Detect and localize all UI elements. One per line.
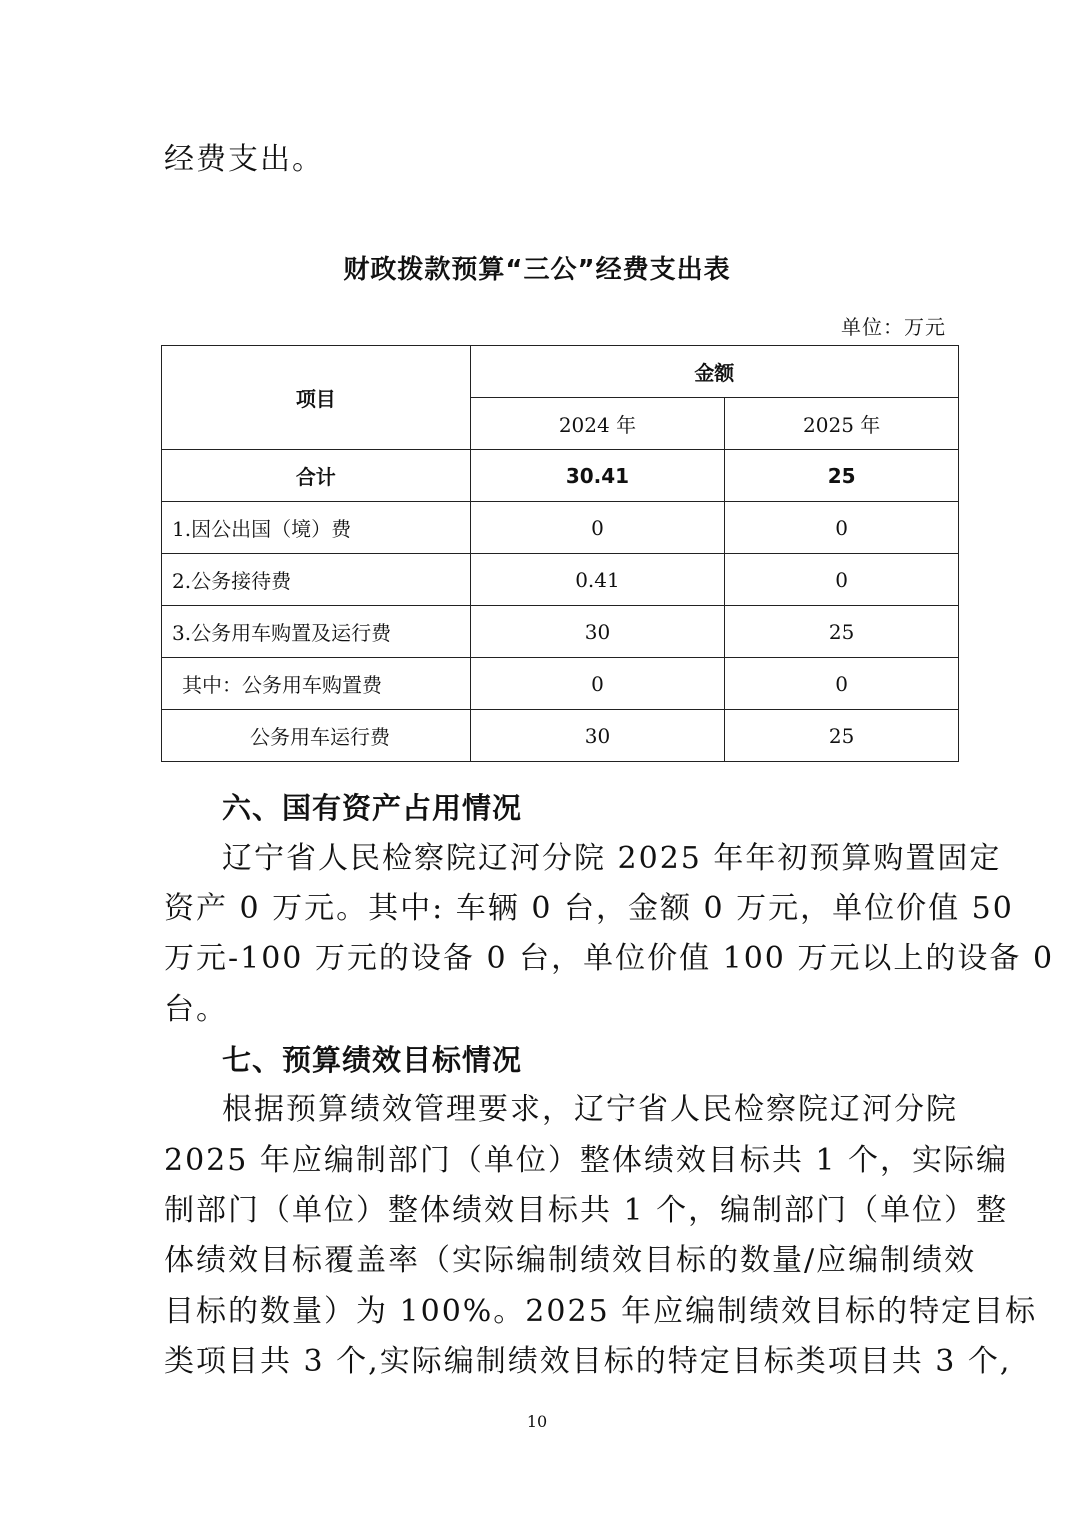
row-value-2025: 25 xyxy=(725,606,959,658)
table-header-row xyxy=(162,346,959,398)
section6-line: 辽宁省人民检察院辽河分院 2025 年年初预算购置固定 xyxy=(222,841,1002,876)
row-label: 公务用车运行费 xyxy=(162,710,471,762)
row-value-2025: 25 xyxy=(725,450,959,502)
row-label: 2.公务接待费 xyxy=(162,554,471,606)
row-value-2025: 0 xyxy=(725,554,959,606)
header-2025: 2025 年 xyxy=(725,398,959,450)
row-label: 3.公务用车购置及运行费 xyxy=(162,606,471,658)
section7-line: 制部门（单位）整体绩效目标共 1 个，编制部门（单位）整 xyxy=(164,1193,1009,1228)
table-title: 财政拨款预算“三公”经费支出表 xyxy=(343,255,731,285)
row-value-2024: 30 xyxy=(470,710,725,762)
row-value-2024: 0 xyxy=(470,502,725,554)
section7-line: 体绩效目标覆盖率（实际编制绩效目标的数量/应编制绩效 xyxy=(164,1243,977,1278)
section7-line: 2025 年应编制部门（单位）整体绩效目标共 1 个，实际编 xyxy=(164,1143,1009,1178)
table-row xyxy=(162,710,959,762)
section6-line: 台。 xyxy=(164,992,228,1027)
section6-heading: 六、国有资产占用情况 xyxy=(222,791,523,825)
table-row xyxy=(162,658,959,710)
section6-line: 资产 0 万元。其中: 车辆 0 台，金额 0 万元，单位价值 50 xyxy=(164,891,1014,926)
table-row xyxy=(162,450,959,502)
row-value-2025: 0 xyxy=(725,658,959,710)
header-item: 项目 xyxy=(162,346,471,450)
table-row xyxy=(162,606,959,658)
row-value-2024: 30 xyxy=(470,606,725,658)
row-value-2025: 25 xyxy=(725,710,959,762)
page-number: 10 xyxy=(526,1412,548,1431)
section7-line: 类项目共 3 个,实际编制绩效目标的特定目标类项目共 3 个, xyxy=(164,1344,1012,1379)
header-2024: 2024 年 xyxy=(470,398,725,450)
row-label: 1.因公出国（境）费 xyxy=(162,502,471,554)
unit-label: 单位：万元 xyxy=(841,315,946,339)
section7-line: 目标的数量）为 100%。2025 年应编制绩效目标的特定目标 xyxy=(164,1294,1038,1329)
table-row xyxy=(162,502,959,554)
row-value-2024: 30.41 xyxy=(470,450,725,502)
row-value-2024: 0 xyxy=(470,658,725,710)
row-label: 合计 xyxy=(162,450,471,502)
row-label: 其中：公务用车购置费 xyxy=(162,658,471,710)
row-value-2025: 0 xyxy=(725,502,959,554)
intro-line: 经费支出。 xyxy=(164,142,324,177)
header-amount: 金额 xyxy=(470,346,958,398)
budget-table xyxy=(161,345,959,762)
section7-heading: 七、预算绩效目标情况 xyxy=(222,1043,523,1077)
section7-line: 根据预算绩效管理要求，辽宁省人民检察院辽河分院 xyxy=(222,1092,958,1127)
table-row xyxy=(162,554,959,606)
section6-line: 万元-100 万元的设备 0 台，单位价值 100 万元以上的设备 0 xyxy=(164,941,1055,976)
row-value-2024: 0.41 xyxy=(470,554,725,606)
